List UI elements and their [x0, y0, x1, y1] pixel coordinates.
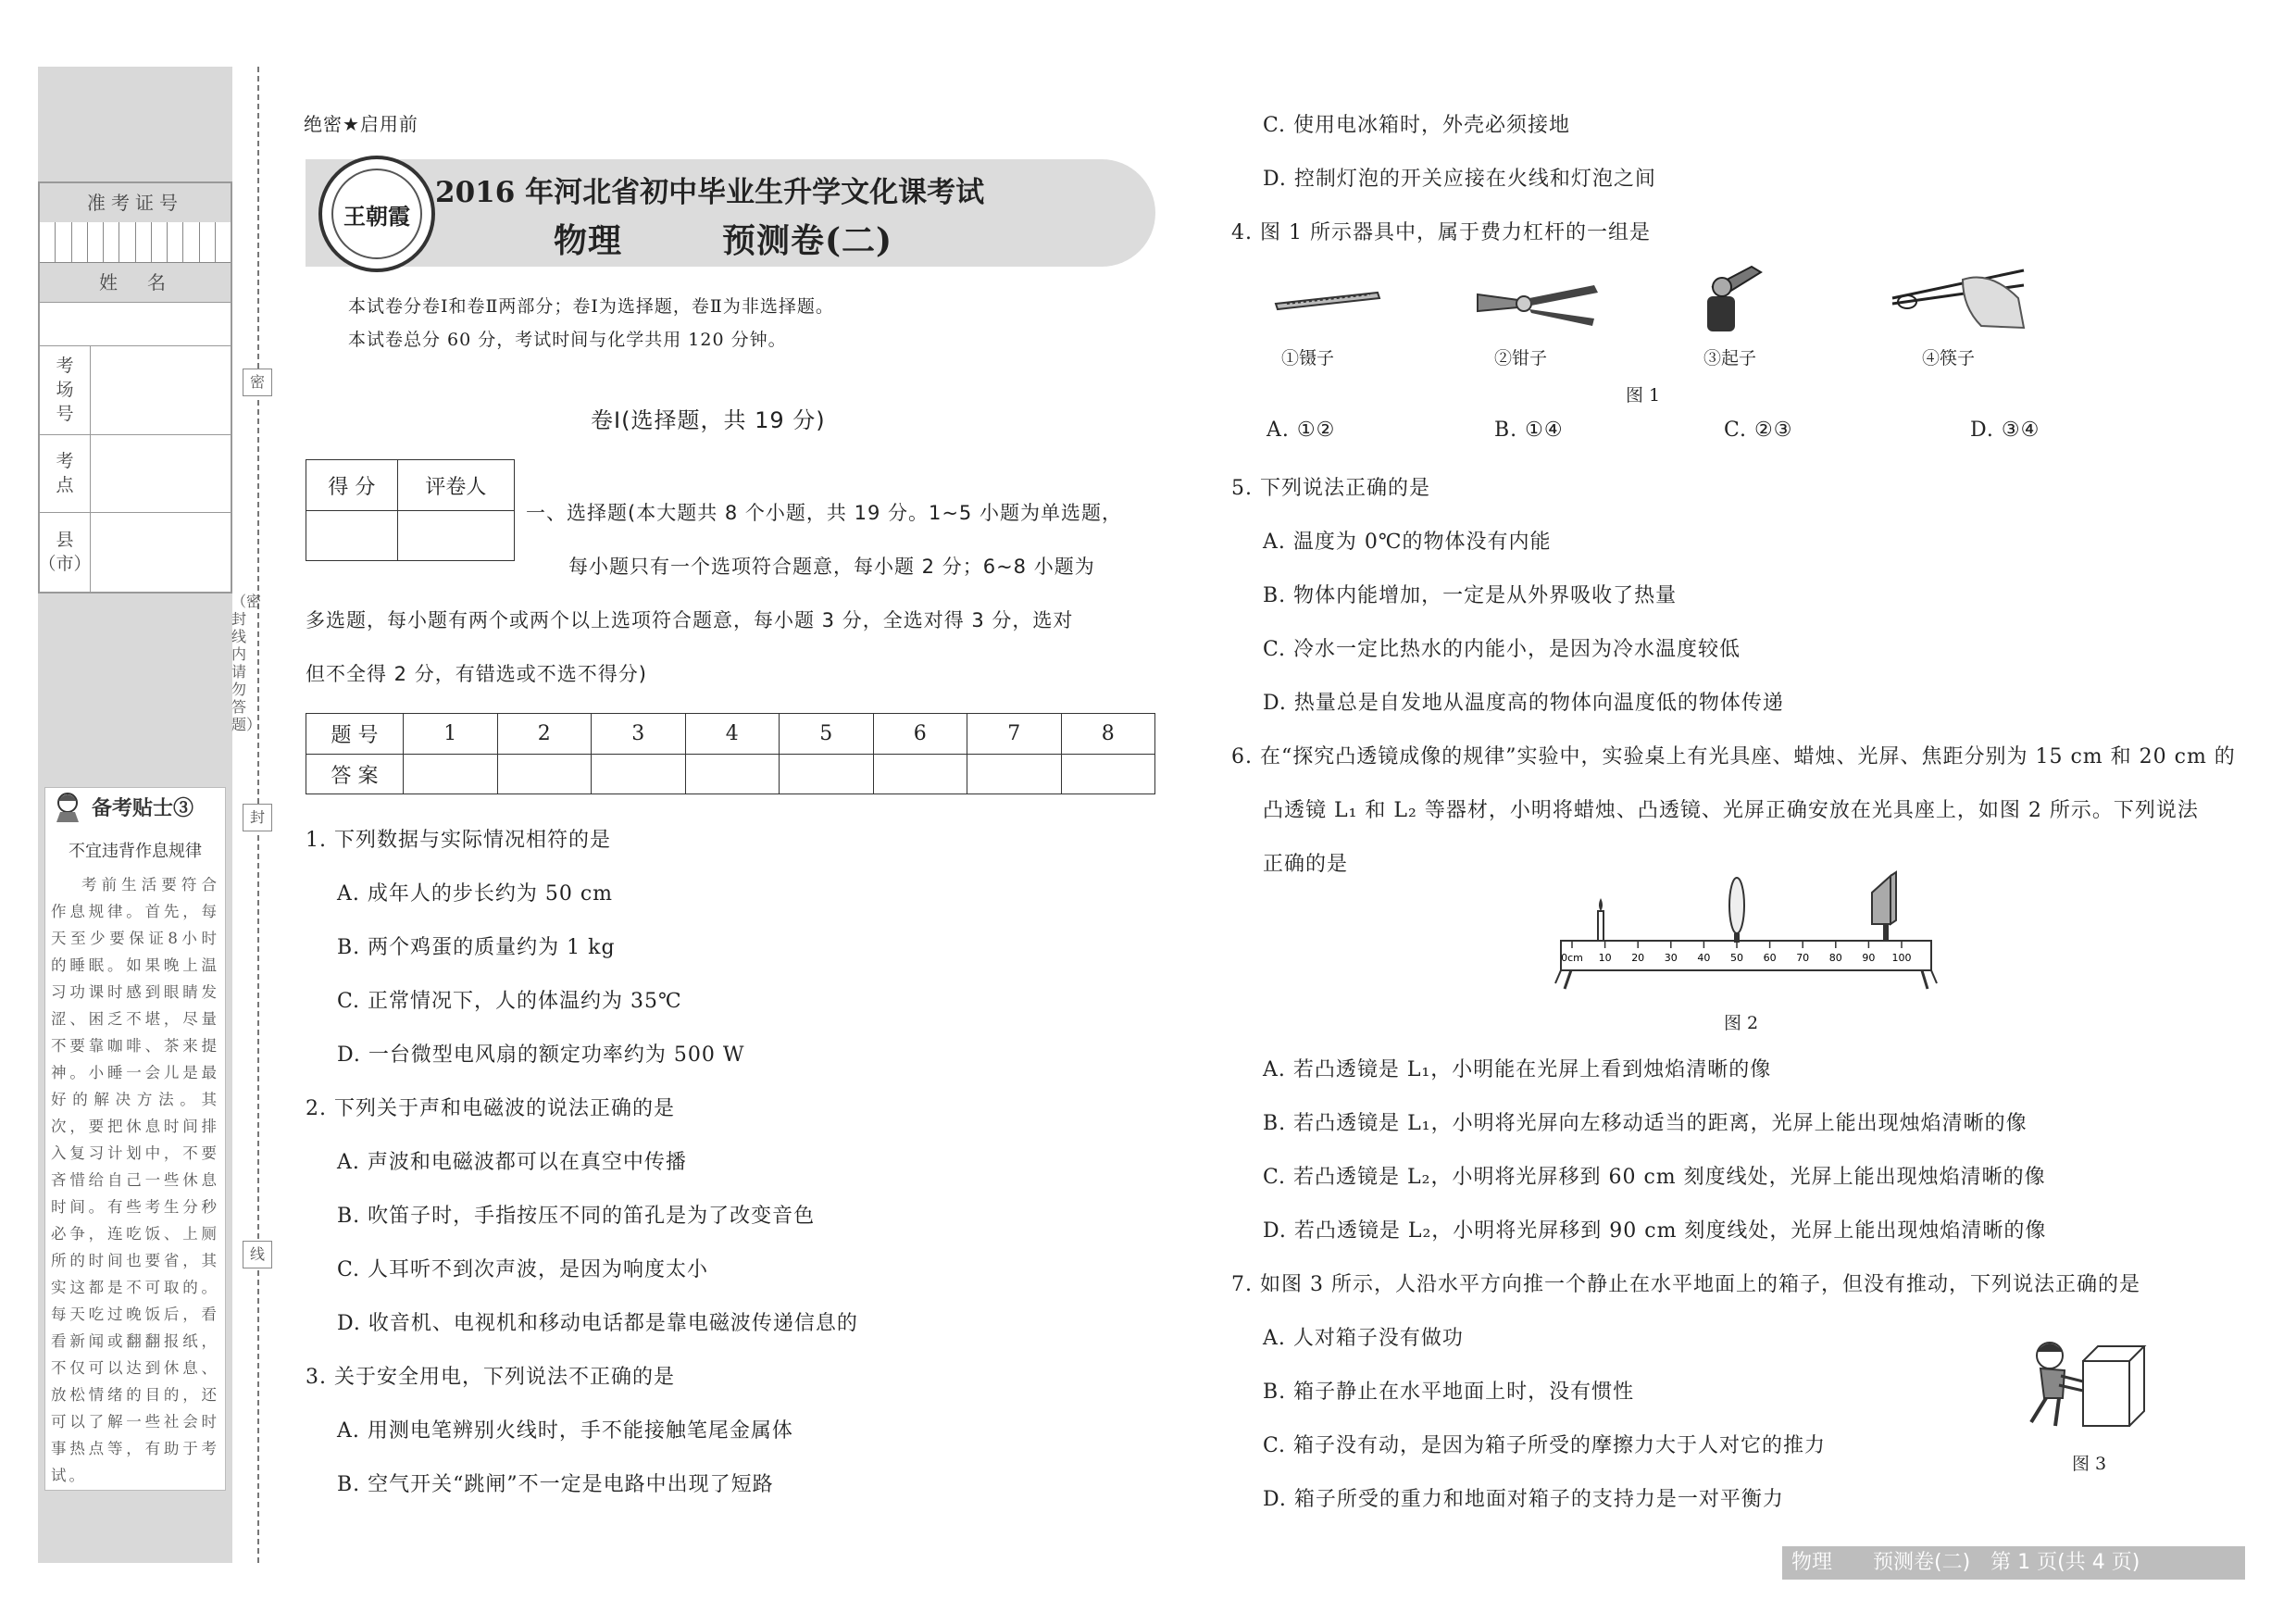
section-title: 卷Ⅰ(选择题，共 19 分) — [591, 407, 826, 433]
q6-stem-line-2: 凸透镜 L₁ 和 L₂ 等器材，小明将蜡烛、凸透镜、光屏正确安放在光具座上，如图 2 所示。下列说法 — [1263, 799, 2199, 822]
q7-option-d: D. 箱子所受的重力和地面对箱子的支持力是一对平衡力 — [1263, 1488, 1784, 1511]
answer-cell-6[interactable] — [873, 755, 967, 794]
logo-text: 王朝霞 — [331, 169, 422, 259]
ruler-label-9: 90 — [1862, 952, 1876, 964]
chopsticks-icon — [1889, 261, 2028, 335]
q5-stem: 5. 下列说法正确的是 — [1231, 477, 1430, 500]
seal-mark-mi: 密 — [243, 369, 272, 396]
question-number-6: 6 — [873, 714, 967, 755]
light-screen-icon — [1872, 872, 1896, 924]
instruction-line-1: 一、选择题(本大题共 8 个小题，共 19 分。1~5 小题为单选题， — [526, 502, 1122, 524]
question-number-label: 题 号 — [306, 714, 404, 755]
exam-title: 2016 年河北省初中毕业生升学文化课考试 — [435, 176, 985, 209]
q6-option-d: D. 若凸透镜是 L₂，小明将光屏移到 90 cm 刻度线处，光屏上能出现烛焰清晰的像 — [1263, 1219, 2047, 1243]
question-number-8: 8 — [1061, 714, 1155, 755]
ruler-label-7: 70 — [1796, 952, 1810, 964]
ruler-label-0: 0cm — [1561, 952, 1583, 964]
q6-stem-line-1: 6. 在“探究凸透镜成像的规律”实验中，实验桌上有光具座、蜡烛、光屏、焦距分别为 15 cm 和 20 cm 的 — [1231, 745, 2236, 769]
answer-cell-1[interactable] — [404, 755, 498, 794]
q6-option-b: B. 若凸透镜是 L₁，小明将光屏向左移动适当的距离，光屏上能出现烛焰清晰的像 — [1263, 1112, 2028, 1135]
answer-cell-8[interactable] — [1061, 755, 1155, 794]
q5-option-a: A. 温度为 0℃的物体没有内能 — [1263, 531, 1552, 554]
tip-title: 不宜违背作息规律 — [69, 842, 202, 861]
answer-label: 答 案 — [306, 755, 404, 794]
figure-2-caption: 图 2 — [1724, 1013, 1759, 1033]
optical-bench-figure — [1552, 865, 1940, 1004]
question-number-3: 3 — [592, 714, 686, 755]
county-label: 县 （市） — [40, 512, 91, 592]
q2-option-b: B. 吹笛子时，手指按压不同的笛孔是为了改变音色 — [337, 1205, 816, 1228]
exam-room-label: 考 场 号 — [40, 345, 91, 434]
name-label: 姓 名 — [40, 263, 231, 302]
q7-stem: 7. 如图 3 所示，人沿水平方向推一个静止在水平地面上的箱子，但没有推动，下列说法正确的是 — [1231, 1273, 2140, 1296]
q6-option-a: A. 若凸透镜是 L₁，小明能在光屏上看到烛焰清晰的像 — [1263, 1058, 1772, 1081]
q7-option-a: A. 人对箱子没有做功 — [1263, 1327, 1464, 1350]
q2-option-a: A. 声波和电磁波都可以在真空中传播 — [337, 1151, 687, 1174]
answer-cell-3[interactable] — [592, 755, 686, 794]
q1-stem: 1. 下列数据与实际情况相符的是 — [306, 829, 611, 852]
grader-header: 评卷人 — [397, 460, 514, 511]
q4-option-b: B. ①④ — [1494, 419, 1564, 442]
question-number-5: 5 — [780, 714, 874, 755]
cartoon-girl-icon — [51, 790, 86, 823]
q5-option-c: C. 冷水一定比热水的内能小，是因为冷水温度较低 — [1263, 638, 1741, 661]
tip-body: 考前生活要符合作息规律。首先，每天至少要保证8小时的睡眠。如果晚上温习功课时感到眼睛发涩、困乏不堪，尽量不要靠咖啡、茶来提神。小睡一会儿是最好的解决方法。其次，要把休息时间排入复习计划中，不要吝惜给自己一些休息时间。有些考生分秒必争，连吃饭、上厕所的时间也要省，其实这都是不可取的。每天吃过晚饭后，看看新闻或翻翻报纸，不仅可以达到休息、放松情绪的目的，还可以了解一些社会时事热点等，有助于考试。 — [51, 876, 219, 1484]
answer-cell-7[interactable] — [967, 755, 1062, 794]
ruler-label-3: 30 — [1664, 952, 1678, 964]
ruler-label-1: 10 — [1598, 952, 1612, 964]
candle-icon — [1598, 911, 1603, 941]
q3-option-d: D. 控制灯泡的开关应接在火线和灯泡之间 — [1263, 168, 1656, 191]
subject-title: 物理 — [554, 221, 623, 260]
q1-option-a: A. 成年人的步长约为 50 cm — [337, 882, 614, 906]
page-footer: 物理 预测卷(二) 第 1 页(共 4 页) — [1782, 1546, 2245, 1580]
tool-label-3: ③起子 — [1703, 348, 1757, 369]
exam-site-label: 考 点 — [40, 434, 91, 512]
intro-line-1: 本试卷分卷Ⅰ和卷Ⅱ两部分；卷Ⅰ为选择题，卷Ⅱ为非选择题。 — [348, 296, 834, 317]
q5-option-b: B. 物体内能增加，一定是从外界吸收了热量 — [1263, 584, 1678, 607]
publisher-logo — [318, 156, 435, 272]
question-number-2: 2 — [497, 714, 592, 755]
q7-option-b: B. 箱子静止在水平地面上时，没有惯性 — [1263, 1381, 1635, 1404]
q2-option-d: D. 收音机、电视机和移动电话都是靠电磁波传递信息的 — [337, 1312, 858, 1335]
grader-cell[interactable] — [397, 511, 514, 561]
tweezers-icon — [1268, 270, 1389, 330]
answer-cell-5[interactable] — [780, 755, 874, 794]
q3-option-a: A. 用测电笔辨别火线时，手不能接触笔尾金属体 — [337, 1419, 793, 1443]
q1-option-b: B. 两个鸡蛋的质量约为 1 kg — [337, 936, 616, 959]
score-cell[interactable] — [306, 511, 398, 561]
tip-header — [45, 788, 225, 825]
ruler-label-4: 40 — [1697, 952, 1711, 964]
ruler-label-6: 60 — [1763, 952, 1777, 964]
tool-label-1: ①镊子 — [1281, 348, 1335, 369]
confidential-mark: 绝密★启用前 — [304, 113, 418, 135]
question-number-4: 4 — [685, 714, 780, 755]
q3-option-c: C. 使用电冰箱时，外壳必须接地 — [1263, 114, 1571, 137]
q1-option-c: C. 正常情况下，人的体温约为 35℃ — [337, 990, 682, 1013]
score-table — [306, 459, 515, 561]
ruler-label-8: 80 — [1828, 952, 1842, 964]
q6-option-c: C. 若凸透镜是 L₂，小明将光屏移到 60 cm 刻度线处，光屏上能出现烛焰清晰的像 — [1263, 1166, 2046, 1189]
paper-title: 预测卷(二) — [722, 221, 893, 260]
bottle-opener-icon — [1694, 259, 1778, 333]
question-number-7: 7 — [967, 714, 1062, 755]
tip-header-text: 备考贴士③ — [92, 795, 194, 820]
tool-label-2: ②钳子 — [1494, 348, 1548, 369]
instruction-line-3: 多选题，每小题有两个或两个以上选项符合题意，每小题 3 分，全选对得 3 分，选对 — [306, 609, 1074, 631]
score-header: 得 分 — [306, 460, 398, 511]
boy-pushing-box-figure — [2018, 1333, 2148, 1435]
q3-stem: 3. 关于安全用电，下列说法不正确的是 — [306, 1366, 675, 1389]
q6-stem-line-3: 正确的是 — [1263, 853, 1349, 876]
q2-option-c: C. 人耳听不到次声波，是因为响度太小 — [337, 1258, 709, 1281]
answer-table — [306, 713, 1155, 794]
convex-lens-icon — [1729, 878, 1744, 933]
candidate-info-box — [38, 181, 232, 594]
q4-stem: 4. 图 1 所示器具中，属于费力杠杆的一组是 — [1231, 221, 1651, 244]
seal-mark-feng: 封 — [243, 804, 272, 831]
figure-3-caption: 图 3 — [2072, 1454, 2107, 1474]
q7-option-c: C. 箱子没有动，是因为箱子所受的摩擦力大于人对它的推力 — [1263, 1434, 1827, 1457]
q1-option-d: D. 一台微型电风扇的额定功率约为 500 W — [337, 1043, 745, 1067]
tool-label-4: ④筷子 — [1922, 348, 1976, 369]
instruction-line-4: 但不全得 2 分，有错选或不选不得分) — [306, 663, 647, 685]
q4-option-c: C. ②③ — [1724, 419, 1793, 442]
seal-note: （密封线内请勿答题） — [231, 593, 262, 733]
intro-line-2: 本试卷总分 60 分，考试时间与化学共用 120 分钟。 — [348, 330, 787, 350]
exam-number-cells[interactable] — [40, 222, 231, 263]
q5-option-d: D. 热量总是自发地从温度高的物体向温度低的物体传递 — [1263, 692, 1784, 715]
answer-cell-2[interactable] — [497, 755, 592, 794]
q2-stem: 2. 下列关于声和电磁波的说法正确的是 — [306, 1097, 675, 1120]
ruler-label-5: 50 — [1730, 952, 1743, 964]
seal-mark-xian: 线 — [243, 1241, 272, 1268]
instruction-line-2: 每小题只有一个选项符合题意，每小题 2 分；6~8 小题为 — [568, 556, 1095, 578]
pliers-icon — [1472, 274, 1602, 333]
answer-cell-4[interactable] — [685, 755, 780, 794]
question-number-1: 1 — [404, 714, 498, 755]
q4-option-d: D. ③④ — [1970, 419, 2040, 442]
ruler-label-2: 20 — [1631, 952, 1645, 964]
q4-option-a: A. ①② — [1267, 419, 1336, 442]
q3-option-b: B. 空气开关“跳闸”不一定是电路中出现了短路 — [337, 1473, 774, 1496]
ruler-label-10: 100 — [1891, 952, 1912, 964]
exam-number-label: 准考证号 — [40, 183, 231, 222]
exam-tip-box — [44, 787, 226, 1491]
figure-1-caption: 图 1 — [1626, 385, 1661, 406]
